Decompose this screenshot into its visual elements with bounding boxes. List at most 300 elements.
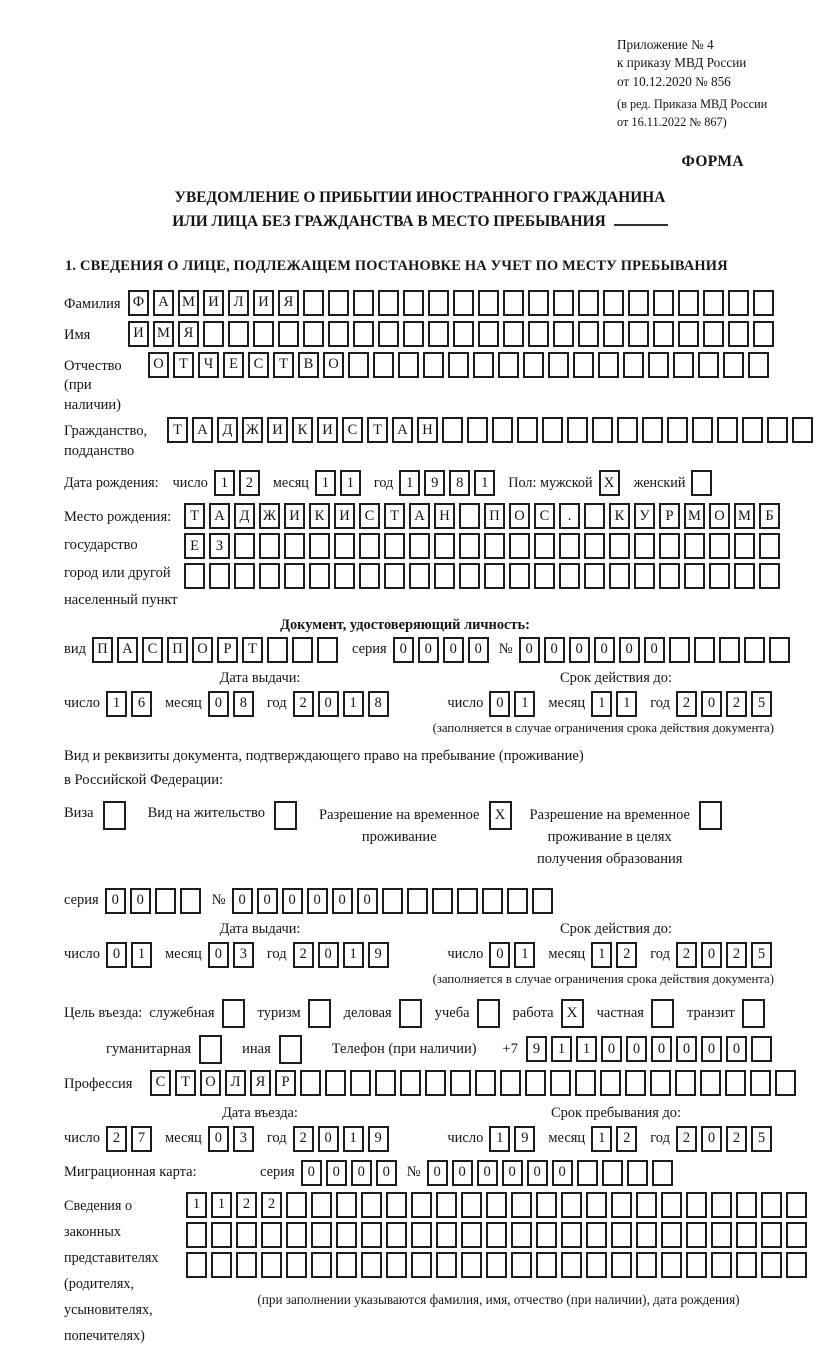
char-box[interactable] <box>461 1252 482 1278</box>
char-box[interactable] <box>711 1222 732 1248</box>
char-box[interactable]: 1 <box>616 691 637 717</box>
char-box[interactable]: 9 <box>368 942 389 968</box>
char-box[interactable]: 0 <box>527 1160 548 1186</box>
char-box[interactable] <box>459 563 480 589</box>
char-box[interactable]: Ч <box>198 352 219 378</box>
char-box[interactable]: 8 <box>368 691 389 717</box>
char-box[interactable] <box>592 417 613 443</box>
char-box[interactable]: 0 <box>351 1160 372 1186</box>
char-box[interactable] <box>361 1252 382 1278</box>
char-box[interactable] <box>584 503 605 529</box>
char-box[interactable]: 0 <box>301 1160 322 1186</box>
char-box[interactable] <box>407 888 428 914</box>
char-box[interactable] <box>411 1192 432 1218</box>
char-box[interactable] <box>423 352 444 378</box>
char-box[interactable] <box>711 1192 732 1218</box>
char-box[interactable] <box>286 1192 307 1218</box>
char-box[interactable]: П <box>92 637 113 663</box>
char-box[interactable]: К <box>609 503 630 529</box>
char-box[interactable]: 0 <box>106 942 127 968</box>
char-box[interactable]: 1 <box>551 1036 572 1062</box>
char-box[interactable] <box>686 1192 707 1218</box>
char-box[interactable] <box>625 1070 646 1096</box>
char-box[interactable] <box>211 1222 232 1248</box>
char-box[interactable] <box>234 563 255 589</box>
char-box[interactable]: Ф <box>128 290 149 316</box>
char-box[interactable] <box>386 1252 407 1278</box>
char-box[interactable] <box>286 1252 307 1278</box>
char-box[interactable]: 1 <box>343 1126 364 1152</box>
char-box[interactable]: С <box>142 637 163 663</box>
char-box[interactable]: 6 <box>131 691 152 717</box>
purpose-humanitarian-checkbox[interactable] <box>199 1035 222 1064</box>
char-box[interactable] <box>236 1252 257 1278</box>
char-box[interactable] <box>453 290 474 316</box>
char-box[interactable]: 0 <box>452 1160 473 1186</box>
char-box[interactable]: 3 <box>233 942 254 968</box>
char-box[interactable]: 0 <box>477 1160 498 1186</box>
char-box[interactable]: 0 <box>701 1126 722 1152</box>
char-box[interactable]: Р <box>275 1070 296 1096</box>
char-box[interactable] <box>361 1222 382 1248</box>
char-box[interactable] <box>753 321 774 347</box>
char-box[interactable] <box>503 321 524 347</box>
char-box[interactable] <box>309 533 330 559</box>
char-box[interactable] <box>409 533 430 559</box>
char-box[interactable] <box>536 1192 557 1218</box>
char-box[interactable] <box>728 321 749 347</box>
char-box[interactable]: 1 <box>343 942 364 968</box>
char-box[interactable] <box>636 1222 657 1248</box>
char-box[interactable] <box>586 1192 607 1218</box>
char-box[interactable]: А <box>192 417 213 443</box>
char-box[interactable]: 1 <box>591 1126 612 1152</box>
char-box[interactable] <box>386 1192 407 1218</box>
char-box[interactable] <box>578 290 599 316</box>
char-box[interactable] <box>436 1252 457 1278</box>
char-box[interactable]: 0 <box>569 637 590 663</box>
char-box[interactable] <box>286 1222 307 1248</box>
char-box[interactable] <box>694 637 715 663</box>
char-box[interactable] <box>517 417 538 443</box>
char-box[interactable] <box>432 888 453 914</box>
char-box[interactable]: А <box>209 503 230 529</box>
char-box[interactable] <box>748 352 769 378</box>
char-box[interactable]: 1 <box>340 470 361 496</box>
char-box[interactable]: Р <box>659 503 680 529</box>
char-box[interactable] <box>403 321 424 347</box>
char-box[interactable] <box>359 563 380 589</box>
char-box[interactable]: 2 <box>293 691 314 717</box>
char-box[interactable] <box>736 1252 757 1278</box>
char-box[interactable] <box>792 417 813 443</box>
char-box[interactable] <box>353 290 374 316</box>
char-box[interactable] <box>559 563 580 589</box>
char-box[interactable] <box>328 321 349 347</box>
char-box[interactable] <box>761 1252 782 1278</box>
char-box[interactable]: Е <box>184 533 205 559</box>
char-box[interactable]: К <box>309 503 330 529</box>
char-box[interactable]: 0 <box>489 691 510 717</box>
char-box[interactable]: 0 <box>726 1036 747 1062</box>
char-box[interactable] <box>511 1192 532 1218</box>
char-box[interactable] <box>236 1222 257 1248</box>
char-box[interactable]: М <box>684 503 705 529</box>
char-box[interactable] <box>386 1222 407 1248</box>
char-box[interactable] <box>653 321 674 347</box>
char-box[interactable]: 0 <box>326 1160 347 1186</box>
char-box[interactable] <box>303 321 324 347</box>
char-box[interactable] <box>461 1222 482 1248</box>
char-box[interactable] <box>525 1070 546 1096</box>
purpose-other-checkbox[interactable] <box>279 1035 302 1064</box>
char-box[interactable] <box>428 290 449 316</box>
char-box[interactable]: 1 <box>576 1036 597 1062</box>
char-box[interactable] <box>457 888 478 914</box>
char-box[interactable] <box>642 417 663 443</box>
char-box[interactable] <box>759 563 780 589</box>
char-box[interactable] <box>742 417 763 443</box>
char-box[interactable] <box>498 352 519 378</box>
char-box[interactable]: 0 <box>594 637 615 663</box>
char-box[interactable]: 0 <box>208 1126 229 1152</box>
char-box[interactable] <box>350 1070 371 1096</box>
char-box[interactable] <box>486 1192 507 1218</box>
char-box[interactable] <box>378 321 399 347</box>
char-box[interactable] <box>692 417 713 443</box>
char-box[interactable]: 1 <box>186 1192 207 1218</box>
char-box[interactable]: А <box>117 637 138 663</box>
char-box[interactable] <box>678 290 699 316</box>
char-box[interactable]: Н <box>417 417 438 443</box>
char-box[interactable]: Д <box>217 417 238 443</box>
char-box[interactable] <box>684 533 705 559</box>
char-box[interactable]: 5 <box>751 942 772 968</box>
char-box[interactable] <box>728 290 749 316</box>
char-box[interactable]: В <box>298 352 319 378</box>
sex-female-checkbox[interactable] <box>691 470 712 496</box>
char-box[interactable]: 0 <box>232 888 253 914</box>
char-box[interactable]: 0 <box>701 691 722 717</box>
char-box[interactable] <box>528 290 549 316</box>
char-box[interactable] <box>719 637 740 663</box>
char-box[interactable] <box>634 563 655 589</box>
char-box[interactable] <box>550 1070 571 1096</box>
char-box[interactable] <box>611 1222 632 1248</box>
char-box[interactable] <box>684 563 705 589</box>
char-box[interactable] <box>736 1192 757 1218</box>
char-box[interactable] <box>703 321 724 347</box>
char-box[interactable]: 9 <box>514 1126 535 1152</box>
char-box[interactable] <box>659 563 680 589</box>
char-box[interactable]: 3 <box>233 1126 254 1152</box>
visa-checkbox[interactable] <box>103 801 126 830</box>
char-box[interactable] <box>259 533 280 559</box>
char-box[interactable]: Т <box>242 637 263 663</box>
char-box[interactable] <box>534 533 555 559</box>
char-box[interactable]: 2 <box>293 942 314 968</box>
char-box[interactable] <box>686 1252 707 1278</box>
char-box[interactable]: З <box>209 533 230 559</box>
char-box[interactable] <box>577 1160 598 1186</box>
char-box[interactable]: 0 <box>208 691 229 717</box>
char-box[interactable] <box>661 1252 682 1278</box>
char-box[interactable] <box>751 1036 772 1062</box>
char-box[interactable] <box>186 1252 207 1278</box>
char-box[interactable] <box>409 563 430 589</box>
char-box[interactable]: 2 <box>239 470 260 496</box>
char-box[interactable] <box>503 290 524 316</box>
char-box[interactable] <box>542 417 563 443</box>
char-box[interactable]: Т <box>173 352 194 378</box>
char-box[interactable] <box>511 1252 532 1278</box>
char-box[interactable] <box>203 321 224 347</box>
residence-permit-checkbox[interactable] <box>274 801 297 830</box>
char-box[interactable]: К <box>292 417 313 443</box>
char-box[interactable] <box>378 290 399 316</box>
char-box[interactable]: 5 <box>751 1126 772 1152</box>
char-box[interactable]: 0 <box>443 637 464 663</box>
char-box[interactable] <box>548 352 569 378</box>
char-box[interactable] <box>648 352 669 378</box>
char-box[interactable] <box>253 321 274 347</box>
char-box[interactable]: 2 <box>616 942 637 968</box>
char-box[interactable] <box>328 290 349 316</box>
char-box[interactable] <box>698 352 719 378</box>
char-box[interactable] <box>603 290 624 316</box>
char-box[interactable] <box>311 1222 332 1248</box>
char-box[interactable] <box>300 1070 321 1096</box>
char-box[interactable]: Т <box>367 417 388 443</box>
char-box[interactable] <box>284 563 305 589</box>
char-box[interactable]: Б <box>759 503 780 529</box>
char-box[interactable]: 1 <box>489 1126 510 1152</box>
char-box[interactable]: 1 <box>106 691 127 717</box>
char-box[interactable] <box>384 533 405 559</box>
char-box[interactable] <box>650 1070 671 1096</box>
char-box[interactable]: 0 <box>489 942 510 968</box>
char-box[interactable] <box>292 637 313 663</box>
char-box[interactable] <box>411 1252 432 1278</box>
char-box[interactable] <box>228 321 249 347</box>
char-box[interactable] <box>186 1222 207 1248</box>
purpose-tourism-checkbox[interactable] <box>308 999 331 1028</box>
char-box[interactable] <box>507 888 528 914</box>
char-box[interactable]: Ж <box>242 417 263 443</box>
char-box[interactable] <box>759 533 780 559</box>
char-box[interactable] <box>509 533 530 559</box>
char-box[interactable] <box>678 321 699 347</box>
char-box[interactable]: 0 <box>468 637 489 663</box>
char-box[interactable] <box>436 1192 457 1218</box>
char-box[interactable]: 0 <box>130 888 151 914</box>
char-box[interactable] <box>734 533 755 559</box>
char-box[interactable] <box>686 1222 707 1248</box>
char-box[interactable]: Ж <box>259 503 280 529</box>
char-box[interactable] <box>769 637 790 663</box>
char-box[interactable] <box>361 1192 382 1218</box>
char-box[interactable] <box>317 637 338 663</box>
char-box[interactable]: 9 <box>424 470 445 496</box>
char-box[interactable]: М <box>734 503 755 529</box>
char-box[interactable] <box>673 352 694 378</box>
char-box[interactable] <box>267 637 288 663</box>
char-box[interactable] <box>492 417 513 443</box>
char-box[interactable] <box>578 321 599 347</box>
char-box[interactable]: И <box>317 417 338 443</box>
char-box[interactable] <box>450 1070 471 1096</box>
char-box[interactable]: 2 <box>676 691 697 717</box>
char-box[interactable]: 0 <box>544 637 565 663</box>
char-box[interactable]: 0 <box>105 888 126 914</box>
char-box[interactable]: П <box>484 503 505 529</box>
char-box[interactable]: 7 <box>131 1126 152 1152</box>
char-box[interactable] <box>532 888 553 914</box>
char-box[interactable] <box>303 290 324 316</box>
char-box[interactable] <box>459 503 480 529</box>
char-box[interactable] <box>523 352 544 378</box>
char-box[interactable]: 2 <box>261 1192 282 1218</box>
char-box[interactable] <box>373 352 394 378</box>
char-box[interactable] <box>653 290 674 316</box>
char-box[interactable] <box>669 637 690 663</box>
char-box[interactable] <box>348 352 369 378</box>
char-box[interactable]: Я <box>278 290 299 316</box>
char-box[interactable] <box>623 352 644 378</box>
char-box[interactable] <box>634 533 655 559</box>
char-box[interactable] <box>584 563 605 589</box>
char-box[interactable] <box>434 533 455 559</box>
char-box[interactable]: 0 <box>519 637 540 663</box>
char-box[interactable] <box>336 1252 357 1278</box>
char-box[interactable]: 2 <box>726 1126 747 1152</box>
char-box[interactable] <box>609 563 630 589</box>
char-box[interactable]: 0 <box>552 1160 573 1186</box>
char-box[interactable] <box>180 888 201 914</box>
char-box[interactable] <box>473 352 494 378</box>
char-box[interactable]: О <box>323 352 344 378</box>
char-box[interactable]: А <box>153 290 174 316</box>
char-box[interactable] <box>575 1070 596 1096</box>
char-box[interactable] <box>461 1192 482 1218</box>
char-box[interactable] <box>661 1192 682 1218</box>
char-box[interactable] <box>723 352 744 378</box>
char-box[interactable] <box>750 1070 771 1096</box>
char-box[interactable]: О <box>200 1070 221 1096</box>
char-box[interactable]: Я <box>178 321 199 347</box>
char-box[interactable]: Т <box>273 352 294 378</box>
char-box[interactable]: 0 <box>626 1036 647 1062</box>
char-box[interactable] <box>717 417 738 443</box>
char-box[interactable]: 1 <box>343 691 364 717</box>
char-box[interactable]: 0 <box>644 637 665 663</box>
char-box[interactable]: 2 <box>106 1126 127 1152</box>
char-box[interactable]: . <box>559 503 580 529</box>
char-box[interactable] <box>336 1222 357 1248</box>
char-box[interactable] <box>486 1252 507 1278</box>
char-box[interactable]: И <box>203 290 224 316</box>
purpose-study-checkbox[interactable] <box>477 999 500 1028</box>
char-box[interactable] <box>586 1222 607 1248</box>
char-box[interactable] <box>584 533 605 559</box>
char-box[interactable] <box>786 1222 807 1248</box>
char-box[interactable] <box>403 290 424 316</box>
char-box[interactable] <box>261 1252 282 1278</box>
char-box[interactable]: 0 <box>208 942 229 968</box>
char-box[interactable] <box>398 352 419 378</box>
char-box[interactable]: 0 <box>651 1036 672 1062</box>
char-box[interactable]: Е <box>223 352 244 378</box>
char-box[interactable] <box>311 1252 332 1278</box>
char-box[interactable]: 0 <box>282 888 303 914</box>
char-box[interactable] <box>786 1252 807 1278</box>
char-box[interactable]: П <box>167 637 188 663</box>
char-box[interactable]: Т <box>384 503 405 529</box>
char-box[interactable]: 0 <box>318 942 339 968</box>
char-box[interactable] <box>375 1070 396 1096</box>
char-box[interactable]: А <box>392 417 413 443</box>
char-box[interactable] <box>509 563 530 589</box>
char-box[interactable] <box>753 290 774 316</box>
char-box[interactable] <box>428 321 449 347</box>
char-box[interactable] <box>586 1252 607 1278</box>
char-box[interactable]: 1 <box>591 691 612 717</box>
char-box[interactable] <box>500 1070 521 1096</box>
char-box[interactable]: 0 <box>601 1036 622 1062</box>
char-box[interactable] <box>703 290 724 316</box>
char-box[interactable]: 2 <box>726 691 747 717</box>
char-box[interactable]: 1 <box>211 1192 232 1218</box>
char-box[interactable]: 1 <box>514 942 535 968</box>
temp-residence-checkbox[interactable]: X <box>489 801 512 830</box>
char-box[interactable] <box>711 1252 732 1278</box>
char-box[interactable]: И <box>267 417 288 443</box>
char-box[interactable] <box>661 1222 682 1248</box>
char-box[interactable]: 8 <box>449 470 470 496</box>
char-box[interactable] <box>561 1192 582 1218</box>
char-box[interactable] <box>400 1070 421 1096</box>
char-box[interactable] <box>353 321 374 347</box>
char-box[interactable]: 1 <box>591 942 612 968</box>
char-box[interactable]: У <box>634 503 655 529</box>
char-box[interactable] <box>534 563 555 589</box>
char-box[interactable]: 0 <box>376 1160 397 1186</box>
char-box[interactable]: 0 <box>332 888 353 914</box>
char-box[interactable] <box>382 888 403 914</box>
char-box[interactable]: 0 <box>502 1160 523 1186</box>
char-box[interactable] <box>209 563 230 589</box>
temp-residence-edu-checkbox[interactable] <box>699 801 722 830</box>
char-box[interactable] <box>659 533 680 559</box>
char-box[interactable] <box>700 1070 721 1096</box>
char-box[interactable] <box>736 1222 757 1248</box>
char-box[interactable]: Т <box>175 1070 196 1096</box>
char-box[interactable] <box>553 321 574 347</box>
char-box[interactable] <box>725 1070 746 1096</box>
char-box[interactable] <box>486 1222 507 1248</box>
char-box[interactable] <box>467 417 488 443</box>
char-box[interactable]: 0 <box>418 637 439 663</box>
purpose-work-checkbox[interactable]: X <box>561 999 584 1028</box>
char-box[interactable]: Я <box>250 1070 271 1096</box>
char-box[interactable] <box>384 563 405 589</box>
char-box[interactable] <box>598 352 619 378</box>
char-box[interactable]: 1 <box>399 470 420 496</box>
char-box[interactable] <box>528 321 549 347</box>
char-box[interactable] <box>259 563 280 589</box>
char-box[interactable]: Л <box>228 290 249 316</box>
char-box[interactable] <box>561 1222 582 1248</box>
